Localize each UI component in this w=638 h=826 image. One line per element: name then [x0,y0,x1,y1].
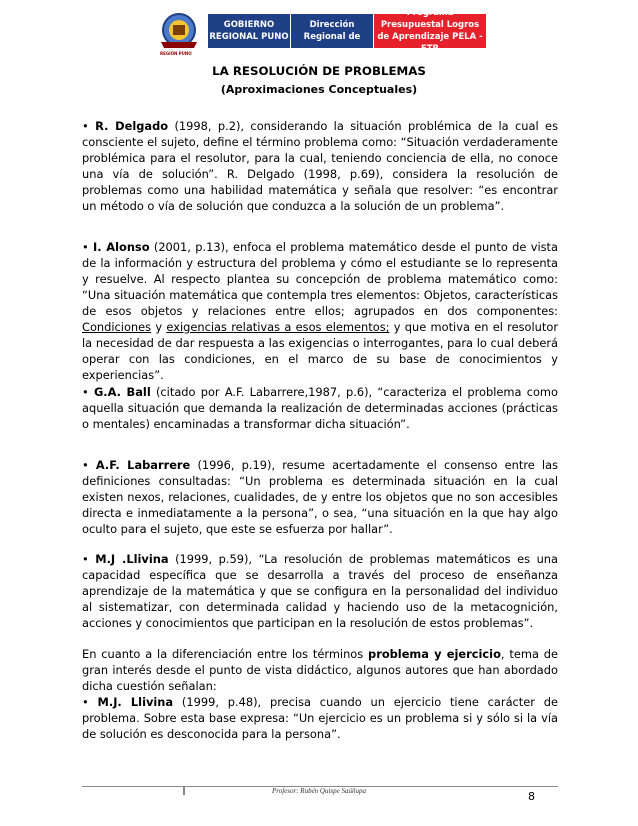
page-number: 8 [528,790,535,803]
bullet: • [82,458,89,472]
paragraph-llivina-ejercicio: • M.J. Llivina (1999, p.48), precisa cuando un ejercicio tiene carácter de problema. Sobre esta base expresa: “Un ejercicio es un problema si y sólo si la vía de solución es desconocida para la persona”. [82,695,559,741]
bullet: • [82,119,89,133]
author-name: M.J. Llivina [97,695,174,709]
paragraph-labarrere: • A.F. Labarrere (1996, p.19), resume acertadamente el consenso entre las definiciones consultadas: “Un problema es determinada situación en la cual existen nexos, relaciones, cualidades, de y entre los objetos que no son accesibles directa e inmediatamente a la persona”, o sea, “una situación en la que hay algo oculto para el sujeto, que este se esfuerza por hallar”. [82,458,559,536]
author-name: G.A. Ball [93,385,151,399]
footer-author: Profesor: Rubén Quispe Saúñupa [271,787,367,795]
header-box-gobierno: GOBIERNO REGIONAL PUNO [208,14,290,48]
paragraph-diferenciacion: En cuanto a la diferenciación entre los términos problema y ejercicio, tema de gran interés desde el punto de vista didáctico, algunos autores que han abordado dicha cuestión señalan: [82,647,559,693]
header-box-programa: Programa Presupuestal Logros de Aprendizaje PELA - ETR [374,14,486,48]
page-header [156,8,486,56]
bullet: • [82,240,89,254]
bullet: • [82,695,89,709]
author-name: I. Alonso [93,240,150,254]
author-name: M.J .Llivina [95,552,169,566]
bullet: • [82,385,89,399]
author-name: A.F. Labarrere [95,458,191,472]
document-subtitle: (Aproximaciones Conceptuales) [220,83,418,96]
author-name: R. Delgado [95,119,169,133]
paragraph-delgado: • R. Delgado (1998, p.2), considerando la situación problémica de la cual es consciente el sujeto, define el término problema como: “Situación verdaderamente problémica para el resolutor, para la cual, teniendo conciencia de ella, no conoce una vía de solución”. R. Delgado (1998, p.69), considera la resolución de problemas como una habilidad matemática y señala que resolver: “es encontrar un método o vía de solución que conduzca a la solución de un problema”. [82,119,559,213]
document-title: LA RESOLUCIÓN DE PROBLEMAS [212,64,426,78]
paragraph-llivina: • M.J .Llivina (1999, p.59), “La resolución de problemas matemáticos es una capacidad específica que se desarrolla a través del proceso de enseñanza aprendizaje de la matemática y que se configura en la personalidad del individuo al sistematizar, con determinada calidad y haciendo uso de la metacognición, acciones y conocimientos que participan en la resolución de estos problemas”. [82,552,559,630]
underlined-term: exigencias relativas a esos elementos; [166,320,390,334]
paragraph-alonso: • I. Alonso (2001, p.13), enfoca el problema matemático desde el punto de vista de la información y estructura del problema y cómo el estudiante se lo representa y resuelve. Al respecto plantea su concepción de problema matemático como: “Una situación matemática que contempla tres elementos: Objetos, características de esos objetos y relaciones entre ellos; agrupados en dos componentes: Condiciones y exigencias relativas a esos elementos; y que motiva en el resolutor la necesidad de dar respuesta a las exigencias o interrogantes, para lo cual deberá operar con las condiciones, en el marco de su base de conocimientos y experiencias”. [82,240,559,382]
underlined-term: Condiciones [82,320,152,334]
logo-caption: REGION PUNO [160,51,192,56]
bold-term: problema y ejercicio [368,647,501,661]
header-box-direccion: Dirección Regional de [291,14,373,48]
bullet: • [82,552,89,566]
region-puno-logo-icon [156,12,202,50]
paragraph-ball: • G.A. Ball (citado por A.F. Labarrere,1987, p.6), “caracteriza el problema como aquella situación que demanda la realización de determinadas acciones (prácticas o mentales) encaminadas a transformar dicha situación”. [82,385,558,431]
